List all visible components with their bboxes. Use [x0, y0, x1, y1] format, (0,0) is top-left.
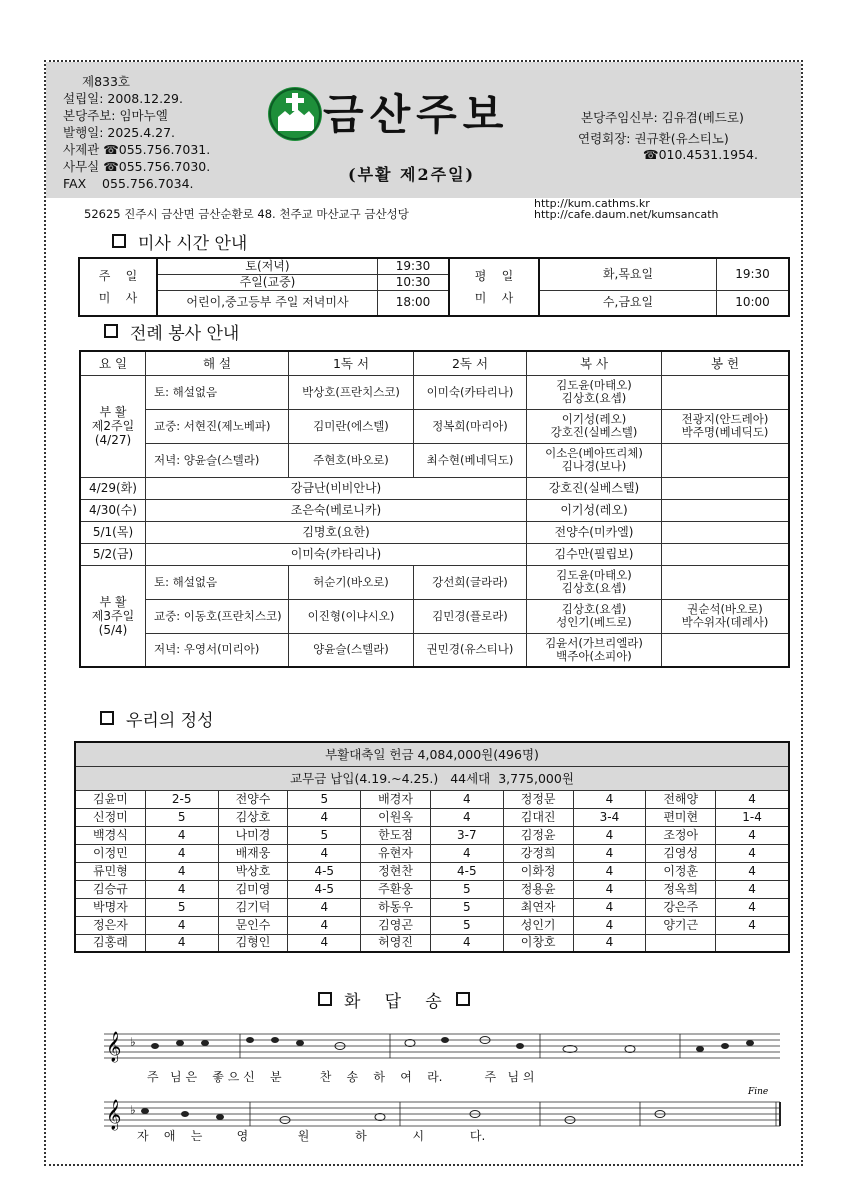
donor-name: 배경자: [361, 790, 431, 808]
donor-months: 4: [573, 862, 646, 880]
donor-months: 5: [288, 826, 361, 844]
svg-text:♭: ♭: [130, 1103, 136, 1117]
donor-months: 5: [430, 916, 503, 934]
section-offering-title: 우리의 정성: [100, 706, 214, 731]
donor-name: 강정희: [503, 844, 573, 862]
donor-name: 김형인: [218, 934, 288, 952]
liturgy-commentator: 저녁: 양윤슬(스텔라): [146, 443, 289, 477]
website-links: [534, 198, 719, 220]
donor-name: 이정민: [75, 844, 145, 862]
dues-total: 교무금 납입(4.19.~4.25.) 44세대 3,775,000원: [75, 766, 789, 790]
donor-name: 전양수: [218, 790, 288, 808]
donor-months: 4: [145, 862, 218, 880]
liturgy-cell: [662, 633, 790, 667]
weekday-reader: 강금난(비비안나): [146, 477, 527, 499]
mass-name: 주일(교중): [157, 274, 378, 290]
donor-name: 문인수: [218, 916, 288, 934]
donor-months: 4: [430, 808, 503, 826]
liturgy-cell: 김민경(플로라): [414, 599, 527, 633]
mass-schedule-table: [78, 257, 790, 317]
donor-months: 4: [716, 916, 789, 934]
funeral-chair: 연령회장: 권규환(유스티노): [578, 131, 729, 146]
mass-time: 18:00: [378, 290, 450, 316]
donor-months: [716, 934, 789, 952]
donor-name: 최연자: [503, 898, 573, 916]
easter-offering-total: 부활대축일 헌금 4,084,000원(496명): [75, 742, 789, 766]
donor-name: 나미경: [218, 826, 288, 844]
rectory-phone: 사제관 ☎055.756.7031.: [63, 142, 211, 157]
pastor: 본당주임신부: 김유겸(베드로): [581, 110, 744, 125]
svg-text:𝄞: 𝄞: [106, 1100, 122, 1130]
liturgy-header: 요 일: [80, 351, 146, 375]
donor-name: 성인기: [503, 916, 573, 934]
donor-months: 4: [145, 916, 218, 934]
weekday-reader: 이미숙(카타리나): [146, 543, 527, 565]
liturgy-cell: 이기성(레오) 강호진(실베스텔): [527, 409, 662, 443]
liturgy-cell: 이진형(이냐시오): [289, 599, 414, 633]
mass-time: 19:30: [378, 258, 450, 274]
weekday-reader: 김명호(요한): [146, 521, 527, 543]
liturgy-header: 2독 서: [414, 351, 527, 375]
donor-name: 박상호: [218, 862, 288, 880]
donor-months: 4: [716, 880, 789, 898]
donor-months: 4: [573, 826, 646, 844]
donor-months: 4: [145, 826, 218, 844]
svg-text:♭: ♭: [130, 1035, 136, 1049]
hymn-lyrics-line1: 주 님 은 좋 으 신 분 찬 송 하 여 라. 주 님 의: [147, 1070, 535, 1084]
liturgy-cell: 김윤서(가브리엘라) 백주아(소피아): [527, 633, 662, 667]
donor-name: 김승규: [75, 880, 145, 898]
donor-months: 4: [716, 790, 789, 808]
donor-name: 정정문: [503, 790, 573, 808]
donor-months: 4: [288, 844, 361, 862]
liturgy-cell: 권민경(유스티나): [414, 633, 527, 667]
donor-name: 양기근: [646, 916, 716, 934]
svg-text:𝄞: 𝄞: [106, 1032, 122, 1062]
hymn-lyrics-line2: 자 애 는 영 원 하 시 다.: [137, 1129, 486, 1143]
patron: 본당주보: 임마누엘: [63, 108, 168, 123]
office-phone: 사무실 ☎055.756.7030.: [63, 159, 211, 174]
weekday-offertory: [662, 521, 790, 543]
donor-name: 김윤미: [75, 790, 145, 808]
donor-name: 이화정: [503, 862, 573, 880]
offering-table: [74, 741, 790, 953]
liturgy-week-label: 부 활 제2주일 (4/27): [80, 375, 146, 477]
website-link[interactable]: http://kum.cathms.kr: [534, 197, 650, 210]
weekday-date: 5/1(목): [80, 521, 146, 543]
donor-name: 전해양: [646, 790, 716, 808]
donor-name: 류민형: [75, 862, 145, 880]
donor-name: 김미영: [218, 880, 288, 898]
liturgy-cell: [662, 375, 790, 409]
weekday-mass-name: 화,목요일: [539, 258, 717, 290]
donor-name: 김영성: [646, 844, 716, 862]
donor-months: 4: [573, 934, 646, 952]
liturgy-cell: 권순석(바오로) 박수위자(데레사): [662, 599, 790, 633]
donor-name: 한도점: [361, 826, 431, 844]
section-hymn-title: 화 답 송: [318, 987, 470, 1012]
donor-months: 5: [430, 880, 503, 898]
liturgy-header: 복 사: [527, 351, 662, 375]
donor-months: 4: [145, 880, 218, 898]
donor-name: 유현자: [361, 844, 431, 862]
issue-number: 제833호: [82, 74, 131, 89]
donor-months: 4: [716, 862, 789, 880]
donor-name: 이창호: [503, 934, 573, 952]
donor-months: 4: [573, 790, 646, 808]
donor-months: 4: [716, 898, 789, 916]
bulletin-subtitle: (부활 제2주일): [348, 165, 476, 184]
donor-months: 4: [573, 880, 646, 898]
donor-months: 4-5: [288, 862, 361, 880]
donor-months: 4: [288, 808, 361, 826]
fax-number: FAX 055.756.7034.: [63, 176, 194, 191]
liturgy-header: 1독 서: [289, 351, 414, 375]
donor-name: 이정훈: [646, 862, 716, 880]
liturgy-commentator: 교중: 이동호(프란치스코): [146, 599, 289, 633]
liturgy-cell: 강선희(글라라): [414, 565, 527, 599]
liturgy-cell: [662, 443, 790, 477]
donor-name: 김홍래: [75, 934, 145, 952]
liturgy-cell: 전광지(안드레아) 박주명(베네딕도): [662, 409, 790, 443]
liturgy-cell: [662, 565, 790, 599]
liturgy-cell: 정복희(마리아): [414, 409, 527, 443]
weekday-mass-time: 19:30: [717, 258, 790, 290]
weekday-server: 김수만(필립보): [527, 543, 662, 565]
liturgy-commentator: 교중: 서현진(제노베파): [146, 409, 289, 443]
donor-name: 허영진: [361, 934, 431, 952]
donor-name: 김정윤: [503, 826, 573, 844]
church-logo: [268, 87, 322, 141]
donor-name: [646, 934, 716, 952]
liturgy-cell: 김도윤(마태오) 김상호(요셉): [527, 375, 662, 409]
donor-name: 이원옥: [361, 808, 431, 826]
liturgy-cell: 이미숙(카타리나): [414, 375, 527, 409]
liturgy-cell: 양윤슬(스텔라): [289, 633, 414, 667]
liturgy-week-label: 부 활 제3주일 (5/4): [80, 565, 146, 667]
liturgy-cell: 주현호(바오로): [289, 443, 414, 477]
section-liturgy-title: 전례 봉사 안내: [104, 319, 239, 344]
sunday-mass-label: 주 일 미 사: [79, 258, 157, 316]
donor-name: 박명자: [75, 898, 145, 916]
donor-name: 정옥희: [646, 880, 716, 898]
donor-name: 김기덕: [218, 898, 288, 916]
donor-name: 신정미: [75, 808, 145, 826]
donor-months: 1-4: [716, 808, 789, 826]
donor-months: 5: [145, 808, 218, 826]
liturgy-cell: 김도윤(마태오) 김상호(요셉): [527, 565, 662, 599]
liturgy-commentator: 토: 해설없음: [146, 565, 289, 599]
donor-name: 강은주: [646, 898, 716, 916]
weekday-date: 4/29(화): [80, 477, 146, 499]
weekday-server: 강호진(실베스텔): [527, 477, 662, 499]
weekday-server: 전양수(미카엘): [527, 521, 662, 543]
liturgy-commentator: 토: 해설없음: [146, 375, 289, 409]
chair-phone: ☎010.4531.1954.: [643, 147, 758, 162]
donor-name: 김상호: [218, 808, 288, 826]
weekday-mass-time: 10:00: [717, 290, 790, 316]
weekday-server: 이기성(레오): [527, 499, 662, 521]
weekday-date: 5/2(금): [80, 543, 146, 565]
donor-months: 4: [288, 934, 361, 952]
liturgy-cell: 박상호(프란치스코): [289, 375, 414, 409]
donor-name: 편미현: [646, 808, 716, 826]
donor-months: 2-5: [145, 790, 218, 808]
donor-months: 4: [573, 916, 646, 934]
donor-months: 4: [430, 844, 503, 862]
liturgy-commentator: 저녁: 우영서(미리아): [146, 633, 289, 667]
founded-date: 설립일: 2008.12.29.: [63, 91, 183, 106]
church-address: 52625 진주시 금산면 금산순환로 48. 천주교 마산교구 금산성당: [84, 207, 409, 221]
liturgy-table: [79, 350, 790, 668]
donor-months: 3-4: [573, 808, 646, 826]
mass-name: 토(저녁): [157, 258, 378, 274]
liturgy-header: 해 설: [146, 351, 289, 375]
donor-months: 4: [430, 790, 503, 808]
section-mass-title: 미사 시간 안내: [112, 229, 247, 254]
weekday-offertory: [662, 477, 790, 499]
donor-name: 백경식: [75, 826, 145, 844]
donor-months: 4-5: [288, 880, 361, 898]
donor-months: 4: [716, 844, 789, 862]
liturgy-cell: 김미란(에스텔): [289, 409, 414, 443]
donor-months: 5: [430, 898, 503, 916]
donor-name: 주환웅: [361, 880, 431, 898]
donor-name: 정은자: [75, 916, 145, 934]
mass-time: 10:30: [378, 274, 450, 290]
donor-months: 4: [145, 844, 218, 862]
donor-name: 조정아: [646, 826, 716, 844]
weekday-date: 4/30(수): [80, 499, 146, 521]
weekday-offertory: [662, 499, 790, 521]
donor-months: 5: [288, 790, 361, 808]
donor-months: 4: [288, 898, 361, 916]
donor-months: 4: [145, 934, 218, 952]
cafe-link[interactable]: http://cafe.daum.net/kumsancath: [534, 208, 719, 221]
donor-name: 배재웅: [218, 844, 288, 862]
weekday-reader: 조은숙(베로니카): [146, 499, 527, 521]
fine-marking: Fine: [748, 1087, 769, 1097]
donor-name: 김대진: [503, 808, 573, 826]
donor-months: 4: [430, 934, 503, 952]
weekday-offertory: [662, 543, 790, 565]
liturgy-cell: 이소은(베아뜨리체) 김나경(보나): [527, 443, 662, 477]
donor-months: 4: [716, 826, 789, 844]
donor-months: 4: [288, 916, 361, 934]
bulletin-title: 금산주보: [323, 90, 510, 139]
donor-months: 5: [145, 898, 218, 916]
donor-name: 정현찬: [361, 862, 431, 880]
published-date: 발행일: 2025.4.27.: [63, 125, 176, 140]
liturgy-cell: 허순기(바오로): [289, 565, 414, 599]
donor-months: 4: [573, 898, 646, 916]
liturgy-header: 봉 헌: [662, 351, 790, 375]
liturgy-cell: 김상호(요셉) 성인기(베드로): [527, 599, 662, 633]
donor-months: 4-5: [430, 862, 503, 880]
donor-months: 4: [573, 844, 646, 862]
mass-name: 어린이,중고등부 주일 저녁미사: [157, 290, 378, 316]
weekday-mass-label: 평 일 미 사: [449, 258, 539, 316]
donor-name: 하동우: [361, 898, 431, 916]
donor-name: 정용윤: [503, 880, 573, 898]
donor-name: 김영곤: [361, 916, 431, 934]
liturgy-cell: 최수현(베네딕도): [414, 443, 527, 477]
weekday-mass-name: 수,금요일: [539, 290, 717, 316]
donor-months: 3-7: [430, 826, 503, 844]
